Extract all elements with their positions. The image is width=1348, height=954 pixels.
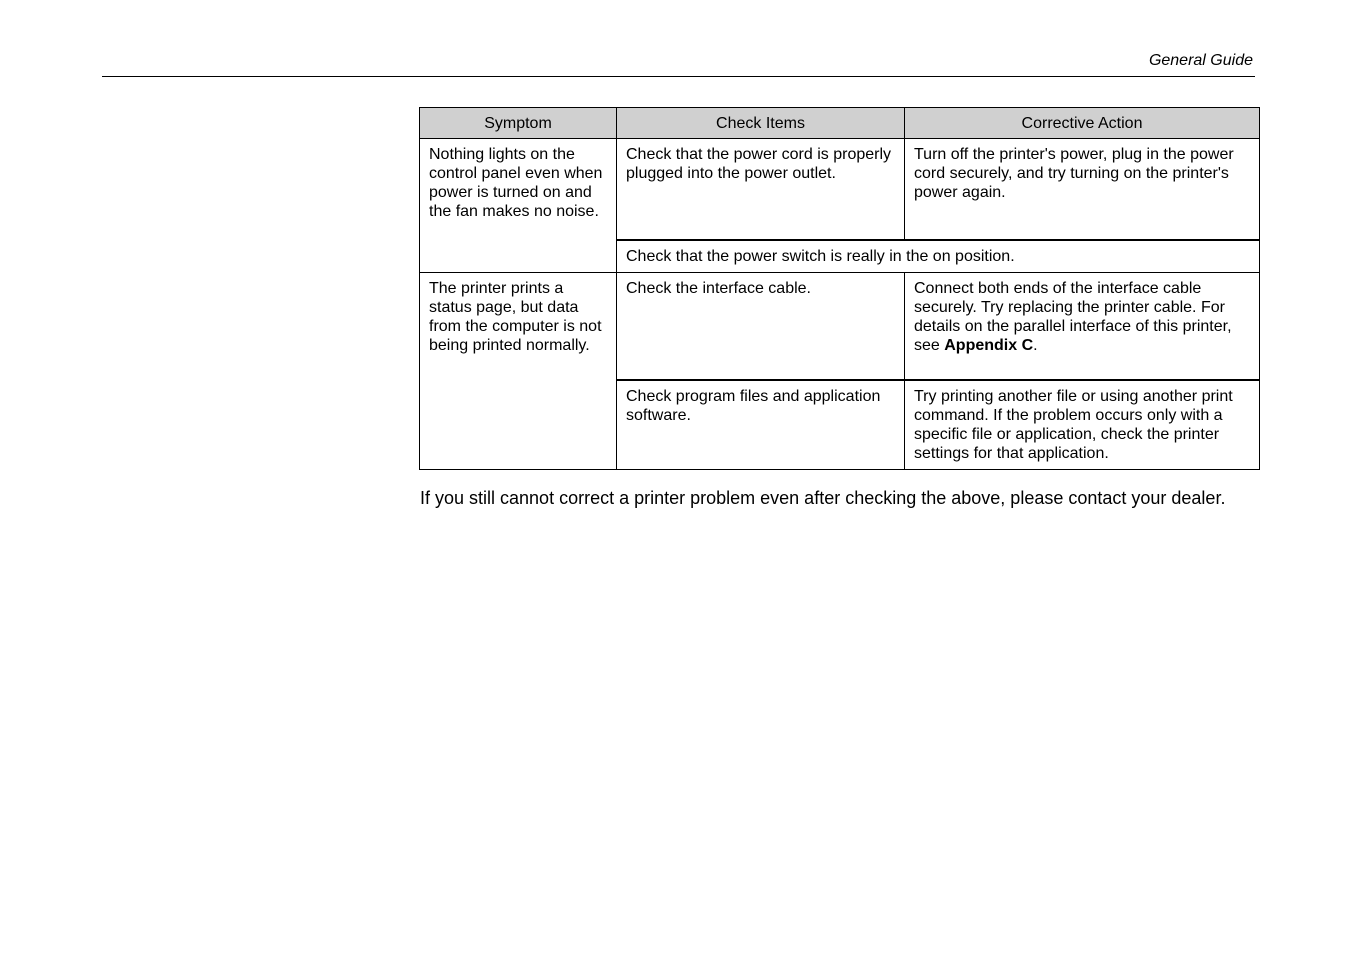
column-header-corrective-action: Corrective Action <box>905 108 1260 139</box>
running-header-title: General Guide <box>1148 52 1253 69</box>
column-header-symptom: Symptom <box>420 108 617 139</box>
table-header-row <box>420 108 1260 139</box>
table-row <box>420 273 1260 381</box>
corrective-action-cell: Turn off the printer's power, plug in the power cord securely, and try turning on the printer's power again. <box>905 139 1260 241</box>
symptom-cell: The printer prints a status page, but data from the computer is not being printed normally. <box>420 273 617 470</box>
check-item-cell: Check the interface cable. <box>617 273 905 381</box>
corrective-action-cell <box>905 273 1260 381</box>
column-header-check-items: Check Items <box>617 108 905 139</box>
appendix-reference: Appendix C <box>944 337 1034 354</box>
header-divider <box>102 76 1255 77</box>
corrective-action-cell: Try printing another file or using another print command. If the problem occurs only with a specific file or application, check the printer settings for that application. <box>905 380 1260 470</box>
corrective-action-text: Connect both ends of the interface cable securely. Try replacing the printer cable. For details on the parallel interface of this printer, see <box>914 280 1232 354</box>
check-item-cell: Check program files and application software. <box>617 380 905 470</box>
corrective-action-suffix: . <box>1033 337 1038 354</box>
troubleshooting-table <box>419 107 1260 470</box>
contact-dealer-note: If you still cannot correct a printer problem even after checking the above, please contact your dealer. <box>420 488 1226 508</box>
symptom-cell: Nothing lights on the control panel even when power is turned on and the fan makes no noise. <box>420 139 617 273</box>
check-item-cell: Check that the power cord is properly plugged into the power outlet. <box>617 139 905 241</box>
table-row <box>420 139 1260 241</box>
check-item-cell: Check that the power switch is really in the on position. <box>617 240 1260 273</box>
